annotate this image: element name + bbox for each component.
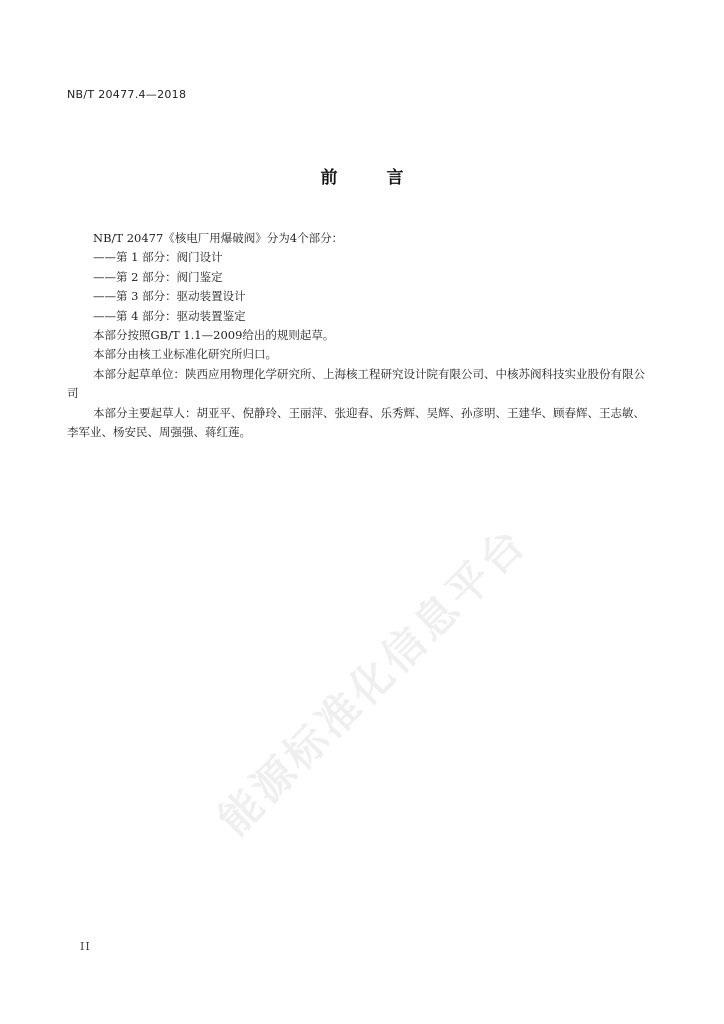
page-title: 前 言 — [320, 168, 420, 188]
preface-body — [67, 229, 655, 442]
drafting-rule-paragraph: 本部分按照GB/T 1.1—2009给出的规则起草。 — [93, 328, 335, 343]
intro-paragraph: NB/T 20477《核电厂用爆破阀》分为4个部分： — [93, 231, 344, 245]
list-item-part1: ——第 1 部分：阀门设计 — [93, 250, 223, 265]
watermark-text: 能源标准化信息平台 — [208, 517, 537, 845]
standard-code: NB/T 20477.4—2018 — [67, 88, 187, 101]
list-item-part4: ——第 4 部分：驱动装置鉴定 — [93, 308, 246, 323]
page-number: II — [80, 940, 91, 953]
drafting-units-paragraph: 本部分起草单位：陕西应用物理化学研究所、上海核工程研究设计院有限公司、中核苏阀科技实业股份有限公司 — [67, 366, 645, 401]
administration-paragraph: 本部分由核工业标准化研究所归口。 — [93, 347, 277, 362]
list-item-part2: ——第 2 部分：阀门鉴定 — [93, 269, 223, 284]
list-item-part3: ——第 3 部分：驱动装置设计 — [93, 289, 246, 304]
drafters-paragraph: 本部分主要起草人：胡亚平、倪静玲、王丽萍、张迎春、乐秀辉、吴辉、孙彦明、王建华、顾春辉、王志敏、李军业、杨安民、周强强、蒋红莲。 — [67, 405, 645, 440]
